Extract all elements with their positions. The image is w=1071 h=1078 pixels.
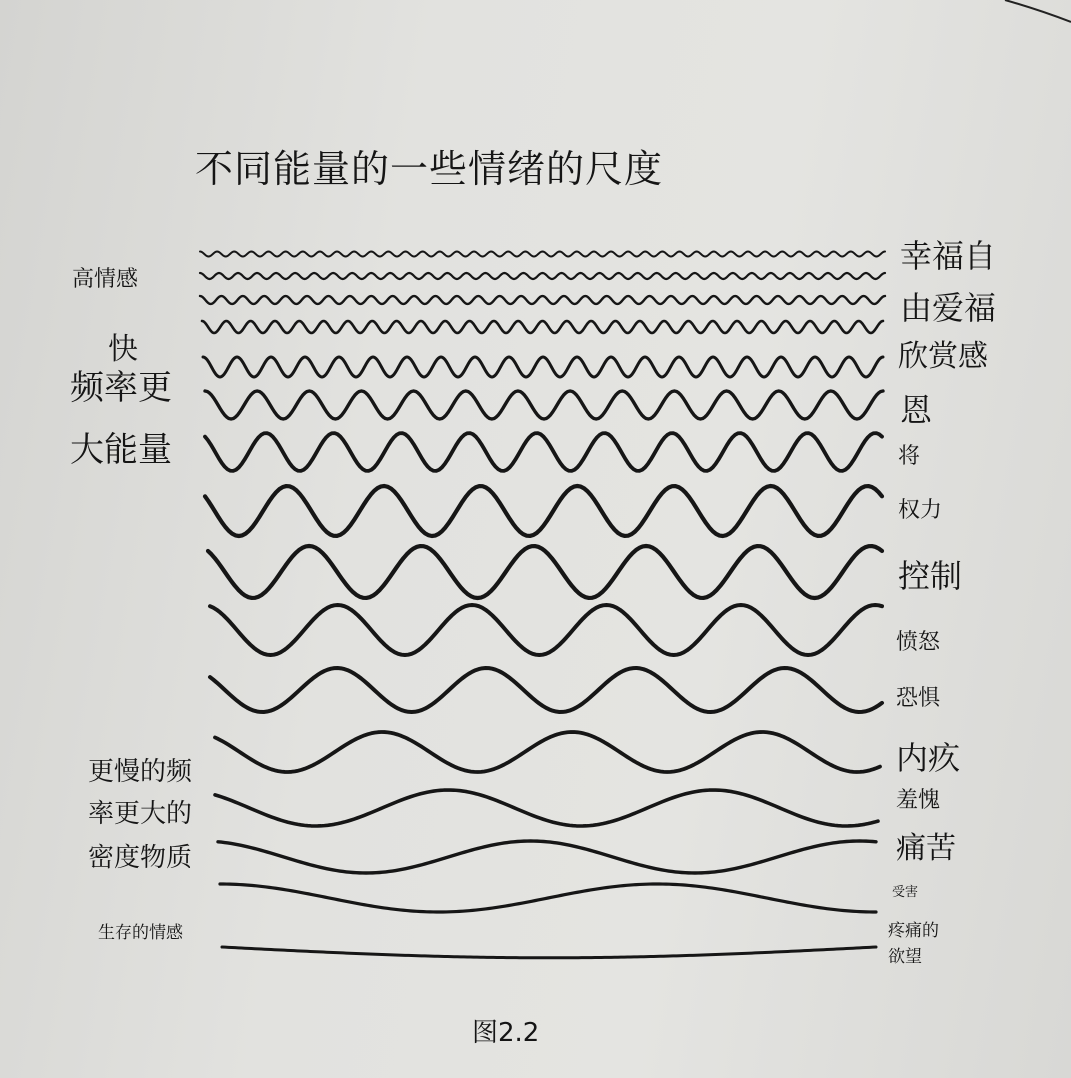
label-high-emotion: 高情感	[72, 267, 139, 292]
emotion-label-7: 控制	[898, 557, 963, 595]
emotion-label-14: 疼痛的	[888, 921, 939, 941]
figure-caption: 图2.2	[472, 1018, 540, 1048]
emotion-label-10: 内疚	[896, 739, 961, 777]
emotion-label-1: 幸福自	[900, 237, 997, 275]
wave-line-11	[210, 668, 882, 712]
diagram-title: 不同能量的一些情绪的尺度	[195, 147, 664, 191]
label-matter: 密度物质	[88, 843, 193, 873]
wave-line-8	[205, 486, 882, 536]
label-slower-frequency: 更慢的频	[88, 757, 193, 787]
wave-line-1	[200, 252, 885, 257]
wave-line-2	[200, 273, 885, 279]
emotion-label-5: 将	[898, 444, 921, 469]
wave-line-13	[215, 790, 878, 826]
emotion-label-4: 恩	[900, 391, 933, 429]
emotion-label-12: 痛苦	[896, 831, 956, 866]
label-fast: 快	[108, 332, 138, 367]
label-survival-emotions: 生存的情感	[98, 923, 183, 943]
wave-line-15	[220, 884, 876, 912]
wave-line-6	[205, 391, 883, 419]
wave-line-14	[218, 841, 876, 873]
wave-line-9	[208, 546, 882, 598]
label-more-energy: 大能量	[70, 430, 172, 470]
wave-line-4	[202, 321, 883, 333]
wave-line-10	[210, 605, 882, 655]
emotion-label-3: 欣赏感	[898, 339, 988, 374]
wave-line-16	[222, 947, 876, 958]
label-higher-frequency: 频率更	[70, 368, 172, 408]
emotion-label-11: 羞愧	[896, 788, 941, 813]
wave-line-3	[200, 296, 885, 304]
emotion-label-6: 权力	[898, 498, 943, 523]
emotion-label-8: 愤怒	[896, 630, 941, 655]
emotion-label-15: 欲望	[888, 947, 922, 967]
wave-line-7	[205, 433, 882, 471]
wave-line-12	[215, 732, 880, 772]
wave-line-5	[203, 357, 883, 377]
emotion-label-9: 恐惧	[896, 686, 941, 711]
emotion-label-13: 受害	[892, 885, 919, 900]
emotion-label-2: 由爱福	[900, 289, 997, 327]
label-greater-density: 率更大的	[88, 799, 193, 829]
